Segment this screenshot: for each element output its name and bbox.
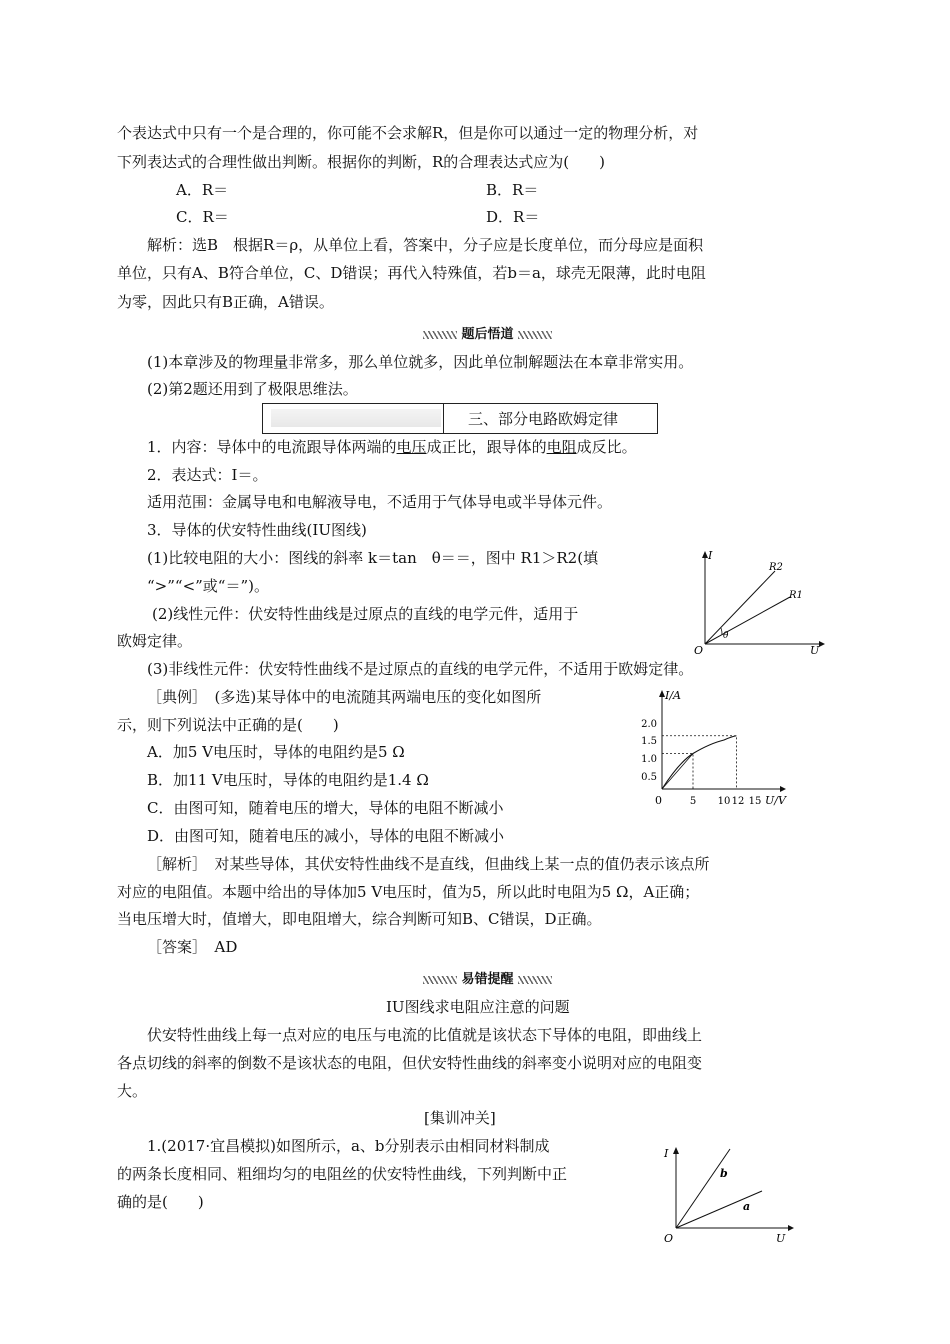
y-tick-label: 1.0 [641, 754, 657, 765]
iu-curve [662, 736, 736, 789]
option-d: D．R＝ [486, 208, 540, 226]
text-line: 大。 [117, 1082, 148, 1100]
x-tick-label: 15 [748, 796, 762, 807]
solution-line: 单位，只有A、B符合单位，C、D错误；再代入特殊值，若b＝a，球壳无限薄，此时电阻 [117, 264, 706, 282]
stripe-decoration [518, 976, 552, 984]
section-heading: 题后悟道 [423, 323, 552, 342]
axis-u-label: U [810, 644, 820, 656]
analysis-line: ［解析］ 对某些导体，其伏安特性曲线不是直线，但曲线上某一点的值仍表示该点所 [147, 855, 710, 873]
origin-label: O [694, 644, 704, 656]
x-tick-label: 5 [689, 796, 697, 807]
section-heading: 易错提醒 [423, 968, 552, 987]
option-a: A．R＝ [176, 181, 229, 199]
line-a-label: a [743, 1200, 751, 1213]
analysis-line: 当电压增大时，值增大，即电阻增大，综合判断可知B、C错误，D正确。 [117, 910, 602, 928]
text-line: (2)线性元件：伏安特性曲线是过原点的直线的电学元件，适用于 [152, 605, 579, 623]
title-box-left [263, 404, 444, 433]
text-line: 适用范围：金属导电和电解液导电，不适用于气体导电或半导体元件。 [147, 493, 613, 511]
text-line: 伏安特性曲线上每一点对应的电压与电流的比值就是该状态下导体的电阻，即曲线上 [147, 1026, 703, 1044]
question-line: 确的是( ) [117, 1193, 204, 1211]
analysis-line: 对应的电阻值。本题中给出的导体加5 V电压时，值为5，所以此时电阻为5 Ω，A正确； [117, 883, 700, 901]
example-option-a: A．加5 V电压时，导体的电阻约是5 Ω [147, 743, 405, 761]
y-axis-label: I/A [665, 689, 681, 702]
axis-u-label: U [776, 1232, 786, 1245]
text-line: 各点切线的斜率的倒数不是该状态的电阻，但伏安特性曲线的斜率变小说明对应的电阻变 [117, 1054, 703, 1072]
text-line: (1)本章涉及的物理量非常多，那么单位就多，因此单位制解题法在本章非常实用。 [147, 353, 694, 371]
x-tick-label: 12 [731, 796, 745, 807]
solution-line: 为零，因此只有B正确，A错误。 [117, 293, 334, 311]
text-line: 下列表达式的合理性做出判断。根据你的判断，R的合理表达式应为( ) [117, 153, 606, 171]
text-line: 示，则下列说法中正确的是( ) [117, 716, 339, 734]
r2-label: R2 [769, 562, 783, 573]
y-tick-label: 1.5 [641, 736, 657, 747]
iu-curve-chart [635, 685, 795, 813]
origin-chord [662, 754, 693, 790]
text-line: (1)比较电阻的大小：图线的斜率 k＝tan θ＝＝，图中 R1＞R2(填 [147, 549, 599, 567]
exercise-heading: [集训冲关] [424, 1109, 496, 1127]
option-c: C．R＝ [176, 208, 229, 226]
guide-line [662, 736, 736, 789]
text-line: 个表达式中只有一个是合理的，你可能不会求解R，但是你可以通过一定的物理分析，对 [117, 124, 699, 142]
section-title: 三、部分电路欧姆定律 [468, 410, 619, 428]
question-line: 1.(2017·宜昌模拟)如图所示，a、b分别表示由相同材料制成 [147, 1137, 550, 1155]
example-option-c: C．由图可知，随着电压的增大，导体的电阻不断减小 [147, 799, 504, 817]
stripe-decoration [518, 331, 552, 339]
option-b: B．R＝ [486, 181, 539, 199]
origin-label: O [664, 1232, 674, 1245]
x-axis-label: U/V [765, 794, 786, 807]
text-line: 3．导体的伏安特性曲线(IU图线) [147, 521, 367, 539]
note-title: IU图线求电阻应注意的问题 [386, 998, 570, 1016]
text-line: (2)第2题还用到了极限思维法。 [147, 380, 358, 398]
axis-i-label: I [708, 549, 713, 562]
question-line: 的两条长度相同、粗细均匀的电阻丝的伏安特性曲线，下列判断中正 [117, 1165, 568, 1183]
section-title-box [262, 403, 658, 434]
origin-label: 0 [655, 794, 662, 807]
answer-line: ［答案］ AD [147, 938, 238, 956]
text-line: 欧姆定律。 [117, 632, 193, 650]
text-line: ［典例］ (多选)某导体中的电流随其两端电压的变化如图所 [147, 688, 542, 706]
r1-label: R1 [789, 590, 803, 601]
text-line: “>”“<”或“＝”)。 [147, 577, 269, 595]
iu-graph-r1-r2 [692, 548, 826, 656]
y-tick-label: 2.0 [641, 719, 657, 730]
line-b-label: b [720, 1167, 728, 1180]
y-tick-label: 0.5 [641, 772, 657, 783]
theta-label: θ [723, 631, 729, 641]
iu-graph-a-b [660, 1145, 800, 1247]
axis-i-label: I [664, 1147, 669, 1160]
solution-line: 解析：选B 根据R＝ρ，从单位上看，答案中，分子应是长度单位，而分母应是面积 [147, 236, 704, 254]
text-line: 2．表达式：I＝。 [147, 466, 268, 484]
x-tick-label: 10 [717, 796, 731, 807]
example-option-b: B．加11 V电压时，导体的电阻约是1.4 Ω [147, 771, 429, 789]
stripe-decoration [423, 976, 457, 984]
example-option-d: D．由图可知，随着电压的减小，导体的电阻不断减小 [147, 827, 505, 845]
text-line: (3)非线性元件：伏安特性曲线不是过原点的直线的电学元件，不适用于欧姆定律。 [147, 660, 694, 678]
text-line: 1．内容：导体中的电流跟导体两端的电压成正比，跟导体的电阻成反比。 [147, 438, 637, 456]
stripe-decoration [423, 331, 457, 339]
